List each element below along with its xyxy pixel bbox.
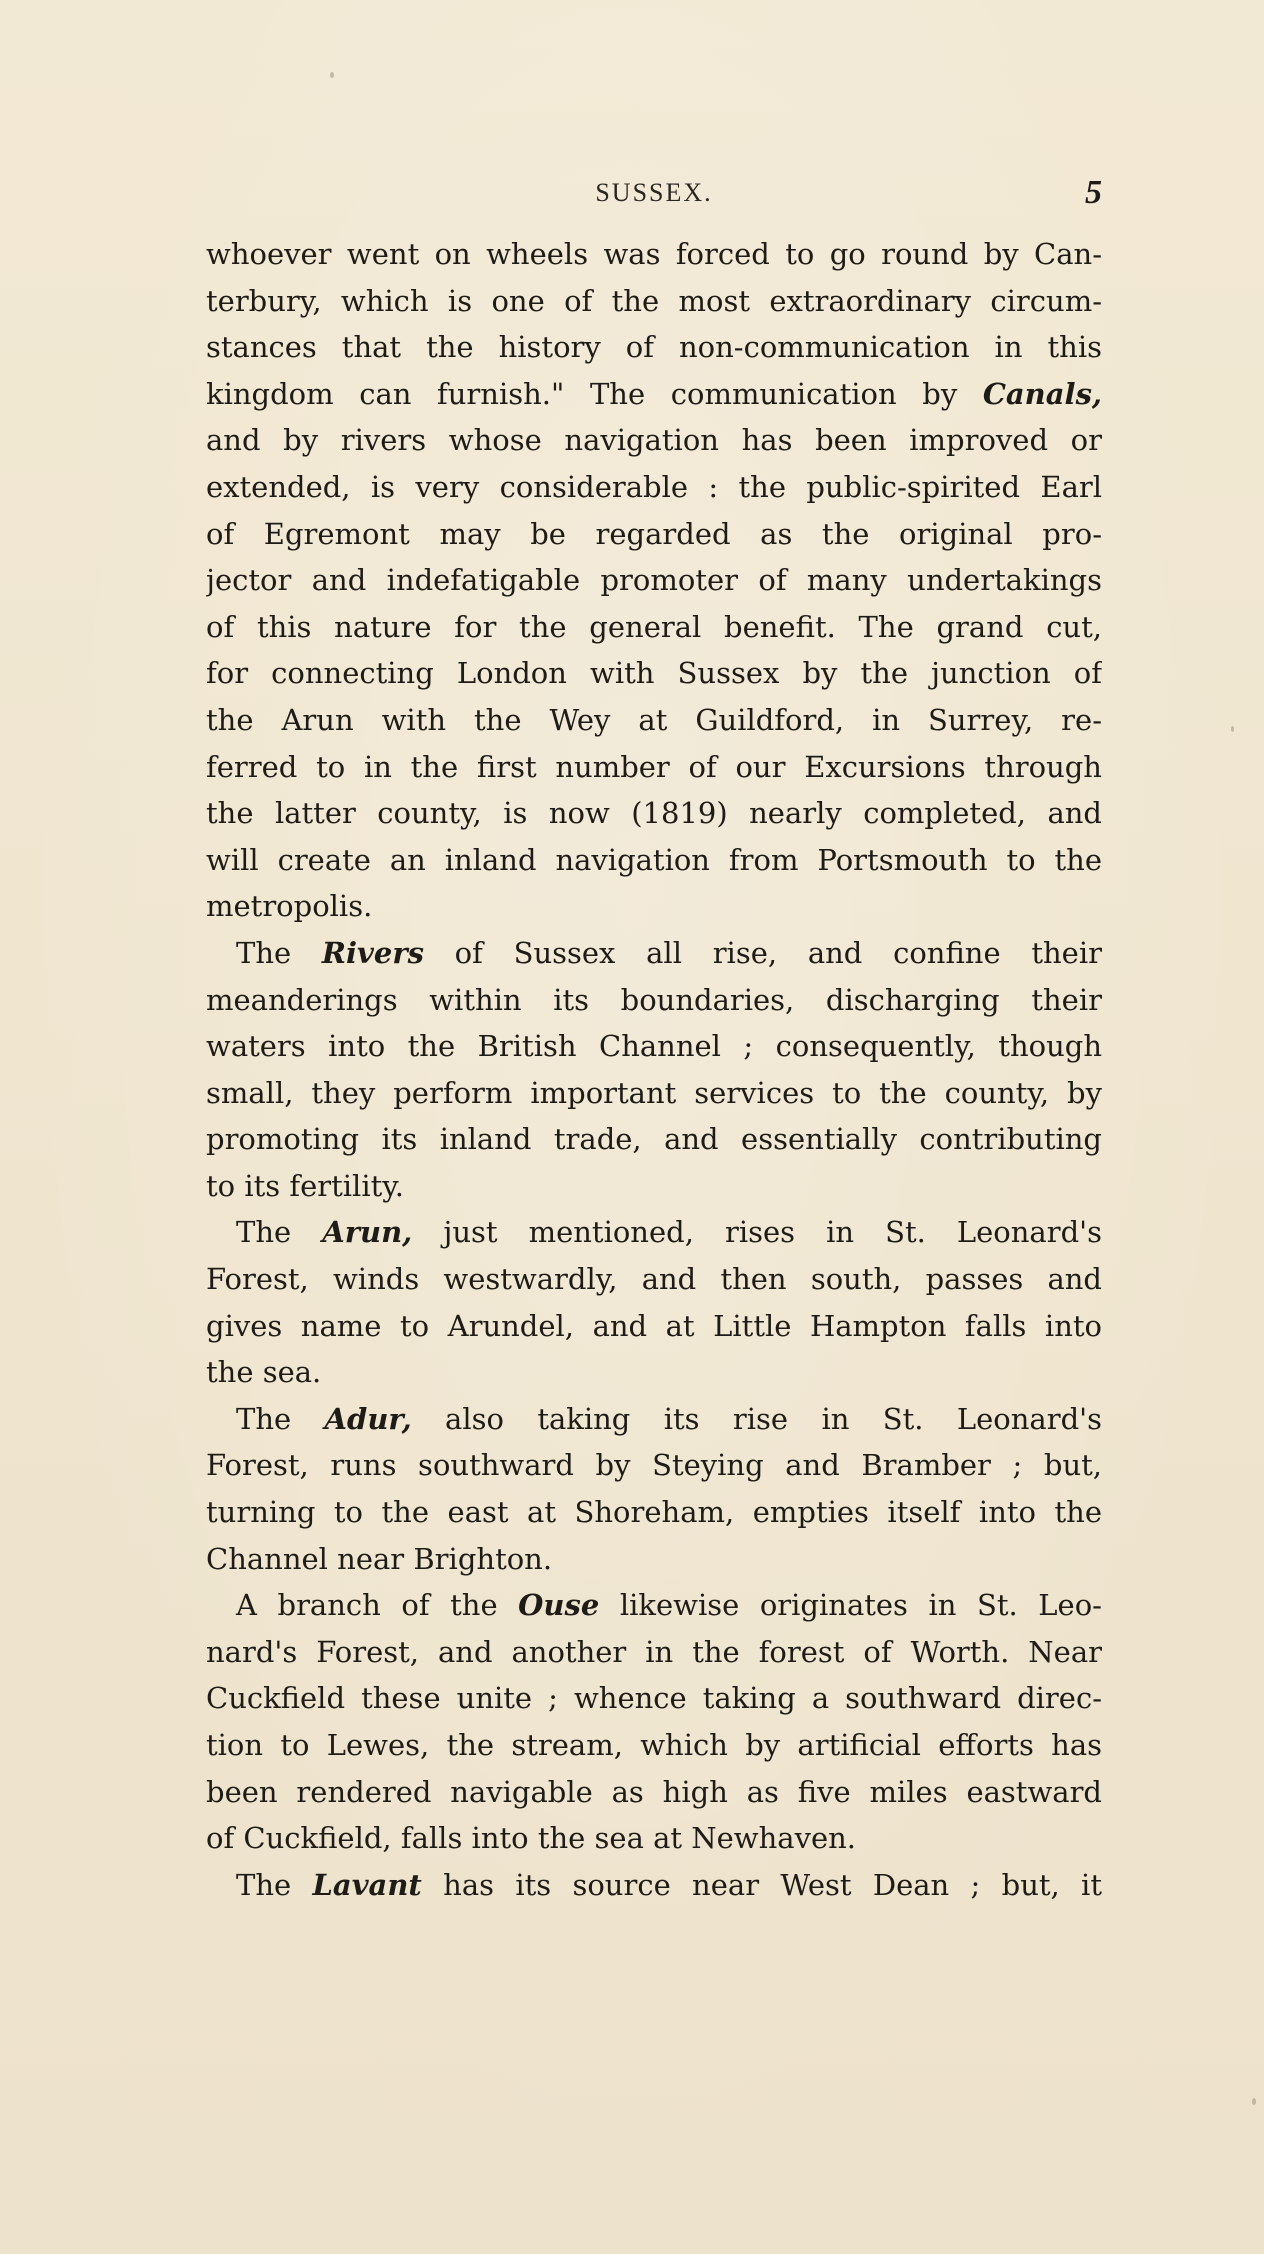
- text-segment: Forest, runs southward by Steying and Bramber ; but,: [206, 1448, 1102, 1483]
- text-segment: for connecting London with Sussex by the junction of: [206, 656, 1102, 691]
- text-line: [206, 1256, 1102, 1303]
- emphasized-term: Lavant: [312, 1867, 422, 1902]
- text-line: [206, 650, 1102, 697]
- text-line: [206, 1722, 1102, 1769]
- text-line: [206, 417, 1102, 464]
- text-line: [206, 930, 1102, 977]
- text-line: [206, 464, 1102, 511]
- emphasized-term: Rivers: [321, 935, 424, 970]
- text-segment: and by rivers whose navigation has been improved or: [206, 423, 1102, 458]
- text-line: [206, 1209, 1102, 1256]
- text-segment: The: [236, 1867, 313, 1902]
- text-segment: The: [236, 1215, 323, 1250]
- text-segment: the sea.: [206, 1355, 322, 1390]
- text-line: [206, 837, 1102, 884]
- body-text: [206, 231, 1102, 1908]
- text-segment: turning to the east at Shoreham, empties itself into the: [206, 1495, 1102, 1530]
- text-segment: metropolis.: [206, 889, 373, 924]
- emphasized-term: Ouse: [518, 1588, 600, 1623]
- text-line: [206, 1070, 1102, 1117]
- paper-speck: [330, 72, 334, 78]
- text-segment: promoting its inland trade, and essentially contributing: [206, 1122, 1102, 1157]
- text-line: [206, 231, 1102, 278]
- text-segment: the latter county, is now (1819) nearly completed, and: [206, 796, 1102, 831]
- running-head: SUSSEX.: [595, 178, 713, 207]
- text-line: [206, 1396, 1102, 1443]
- text-segment: also taking its rise in St. Leonard's: [411, 1401, 1102, 1436]
- text-segment: jector and indefatigable promoter of many undertakings: [206, 563, 1102, 598]
- text-segment: whoever went on wheels was forced to go round by Can-: [206, 237, 1102, 271]
- emphasized-term: Adur,: [324, 1401, 412, 1436]
- text-line: [206, 1349, 1102, 1396]
- text-line: [206, 744, 1102, 791]
- text-line: [206, 1442, 1102, 1489]
- text-segment: of Egremont may be regarded as the original pro-: [206, 516, 1102, 551]
- text-line: [206, 790, 1102, 837]
- text-line: [206, 1815, 1102, 1862]
- text-segment: stances that the history of non-communication in this: [206, 330, 1102, 365]
- text-segment: waters into the British Channel ; consequently, though: [206, 1029, 1102, 1064]
- paper-speck: [1252, 2098, 1256, 2105]
- text-line: [206, 1582, 1102, 1629]
- text-line: [206, 511, 1102, 558]
- text-line: [206, 977, 1102, 1024]
- text-segment: been rendered navigable as high as five miles eastward: [206, 1774, 1102, 1809]
- text-line: [206, 1023, 1102, 1070]
- text-segment: terbury, which is one of the most extraordinary circum-: [206, 283, 1102, 318]
- text-segment: kingdom can furnish." The communication by: [206, 376, 983, 411]
- text-segment: Channel near Brighton.: [206, 1541, 553, 1576]
- emphasized-term: Canals,: [982, 376, 1102, 411]
- emphasized-term: Arun,: [322, 1215, 413, 1250]
- text-line: [206, 1489, 1102, 1536]
- text-line: [206, 1629, 1102, 1676]
- page-header: [206, 174, 1102, 222]
- text-segment: extended, is very considerable : the public-spirited Earl: [206, 469, 1102, 504]
- text-segment: of this nature for the general benefit. The grand cut,: [206, 609, 1102, 644]
- text-line: [206, 324, 1102, 371]
- text-segment: likewise originates in St. Leo-: [599, 1588, 1102, 1623]
- text-line: [206, 1163, 1102, 1210]
- text-segment: of Sussex all rise, and confine their: [423, 935, 1102, 970]
- text-line: [206, 1116, 1102, 1163]
- text-line: [206, 1769, 1102, 1816]
- text-segment: tion to Lewes, the stream, which by artificial efforts has: [206, 1728, 1102, 1762]
- text-line: [206, 697, 1102, 744]
- text-segment: just mentioned, rises in St. Leonard's: [412, 1215, 1102, 1250]
- text-line: [206, 604, 1102, 651]
- text-segment: nard's Forest, and another in the forest of Worth. Near: [206, 1634, 1102, 1669]
- text-segment: meanderings within its boundaries, discharging their: [206, 982, 1102, 1017]
- text-line: [206, 371, 1102, 418]
- text-segment: the Arun with the Wey at Guildford, in Surrey, re-: [206, 702, 1102, 737]
- text-segment: to its fertility.: [206, 1168, 405, 1203]
- text-segment: A branch of the: [236, 1588, 519, 1623]
- text-segment: The: [236, 935, 322, 970]
- text-line: [206, 1862, 1102, 1909]
- text-segment: Forest, winds westwardly, and then south, passes and: [206, 1262, 1102, 1297]
- text-line: [206, 278, 1102, 325]
- text-segment: ferred to in the first number of our Excursions through: [206, 749, 1102, 784]
- text-line: [206, 1303, 1102, 1350]
- text-segment: will create an inland navigation from Portsmouth to the: [206, 842, 1102, 877]
- text-line: [206, 557, 1102, 604]
- text-segment: has its source near West Dean ; but, it: [421, 1867, 1102, 1902]
- text-segment: gives name to Arundel, and at Little Hampton falls into: [206, 1308, 1102, 1343]
- paper-speck: [1231, 726, 1234, 732]
- page-number: 5: [1085, 174, 1102, 211]
- text-segment: Cuckfield these unite ; whence taking a southward direc-: [206, 1681, 1102, 1716]
- text-line: [206, 883, 1102, 930]
- text-segment: of Cuckfield, falls into the sea at Newhaven.: [206, 1821, 857, 1856]
- text-line: [206, 1536, 1102, 1583]
- text-segment: The: [236, 1401, 325, 1436]
- text-segment: small, they perform important services to the county, by: [206, 1075, 1102, 1110]
- text-line: [206, 1675, 1102, 1722]
